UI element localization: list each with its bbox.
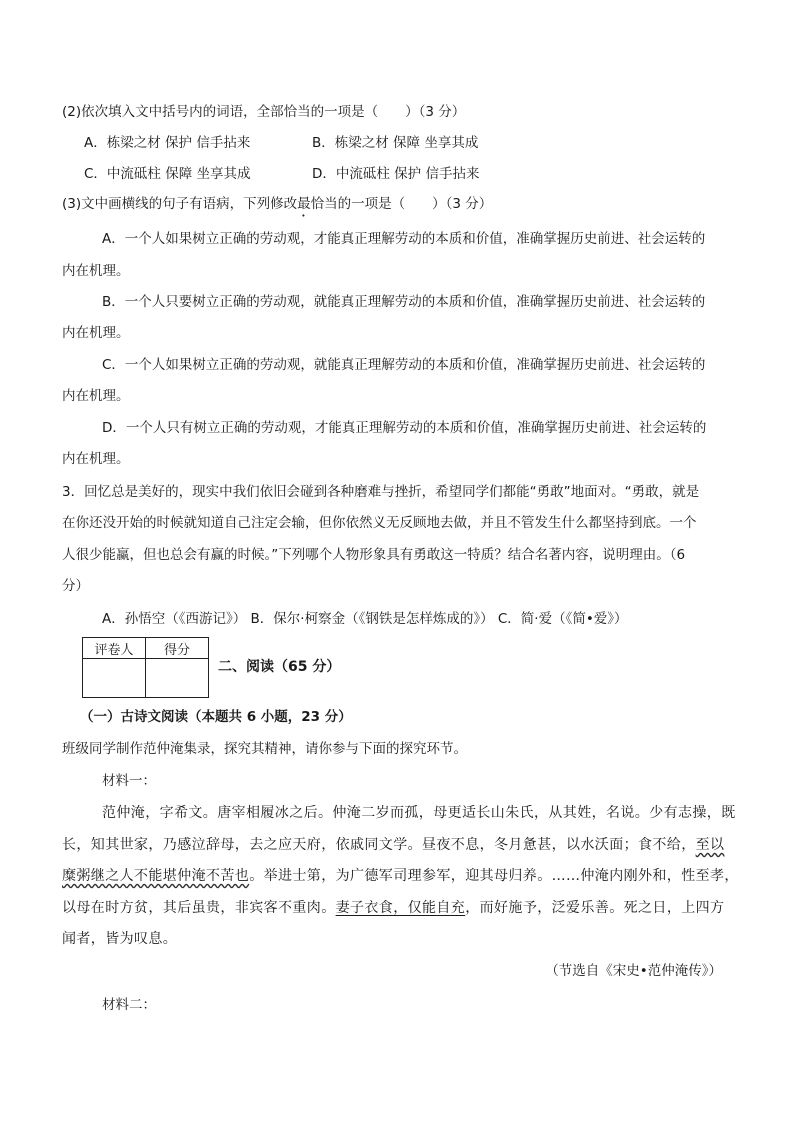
passage-line1: 范仲淹，字希文。唐宰相履冰之后。仲淹二岁而孤，母更适长山朱氏，从其姓，名说。少有志操，既 [102, 805, 736, 821]
q2-option-a: A．栋梁之材 保护 信手拈来 [84, 135, 251, 151]
emphasis-dot-char: 最 [297, 196, 311, 212]
q3-option-c-line1: C．一个人如果树立正确的劳动观，就能真正理解劳动的本质和价值，准确掌握历史前进、社会运转的 [102, 357, 706, 373]
q4-options: A．孙悟空（《西游记》） B．保尔·柯察金（《钢铁是怎样炼成的》） C．简·爱（《简•爱》） [102, 611, 628, 627]
q2-stem: (2)依次填入文中括号内的词语，全部恰当的一项是（ ）（3 分） [62, 104, 466, 120]
q3-stem: (3)文中画横线的句子有语病，下列修改最恰当的一项是（ ）（3 分） [62, 196, 493, 212]
passage-line2: 长，知其世家，乃感泣辞母，去之应天府，依戚同文学。昼夜不息，冬月惫甚，以水沃面；食不给，至以 [62, 837, 725, 853]
wavy-underline-text: 糜粥继之人不能堪仲淹不苦也 [62, 868, 250, 884]
score-table [82, 637, 209, 698]
q3-option-b-line2: 内在机理。 [62, 325, 130, 341]
q4-line3: 人很少能赢，但也总会有赢的时候。”下列哪个人物形象具有勇敢这一特质？结合名著内容，说明理由。（6 [62, 547, 686, 563]
wavy-underline-text: 至以 [695, 837, 725, 853]
q2-option-d: D．中流砥柱 保护 信手拈来 [312, 166, 480, 182]
score-header: 得分 [146, 638, 209, 659]
passage-line5: 闻者，皆为叹息。 [62, 931, 178, 947]
section-title: 二、阅读（65 分） [218, 659, 341, 675]
q3-option-a-line1: A．一个人如果树立正确的劳动观，才能真正理解劳动的本质和价值，准确掌握历史前进、社会运转的 [102, 231, 706, 247]
passage-line3: 糜粥继之人不能堪仲淹不苦也。举进士第，为广德军司理参军，迎其母归养。……仲淹内刚外和，性至孝， [62, 868, 739, 884]
subsection-title: （一）古诗文阅读（本题共 6 小题，23 分） [80, 709, 352, 725]
q3-option-b-line1: B．一个人只要树立正确的劳动观，就能真正理解劳动的本质和价值，准确掌握历史前进、社会运转的 [102, 294, 706, 310]
material-2-label: 材料二： [102, 997, 156, 1013]
passage-line4: 以母在时方贫，其后虽贵，非宾客不重肉。妻子衣食，仅能自充，而好施予，泛爱乐善。死之日，上四方 [62, 900, 725, 916]
intro-text: 班级同学制作范仲淹集录，探究其精神，请你参与下面的探究环节。 [62, 741, 467, 757]
q2-option-c: C．中流砥柱 保障 坐享其成 [84, 166, 251, 182]
reviewer-cell [83, 659, 146, 698]
score-cell [146, 659, 209, 698]
reviewer-header: 评卷人 [83, 638, 146, 659]
q3-option-c-line2: 内在机理。 [62, 388, 130, 404]
material-1-label: 材料一： [102, 773, 156, 789]
q3-option-d-line2: 内在机理。 [62, 451, 130, 467]
q3-option-a-line2: 内在机理。 [62, 263, 130, 279]
passage-source: （节选自《宋史•范仲淹传》） [545, 963, 722, 979]
underlined-text: 妻子衣食，仅能自充 [335, 900, 466, 916]
q4-line2: 在你还没开始的时候就知道自己注定会输，但你依然义无反顾地去做，并且不管发生什么都坚持到底。一个 [62, 515, 697, 531]
q3-option-d-line1: D．一个人只有树立正确的劳动观，才能真正理解劳动的本质和价值，准确掌握历史前进、社会运转的 [102, 420, 707, 436]
q4-line4: 分） [62, 578, 89, 594]
q4-line1: 3．回忆总是美好的，现实中我们依旧会碰到各种磨难与挫折，希望同学们都能“勇敢”地面对。“勇敢，就是 [62, 484, 700, 500]
q2-option-b: B．栋梁之材 保障 坐享其成 [312, 135, 479, 151]
